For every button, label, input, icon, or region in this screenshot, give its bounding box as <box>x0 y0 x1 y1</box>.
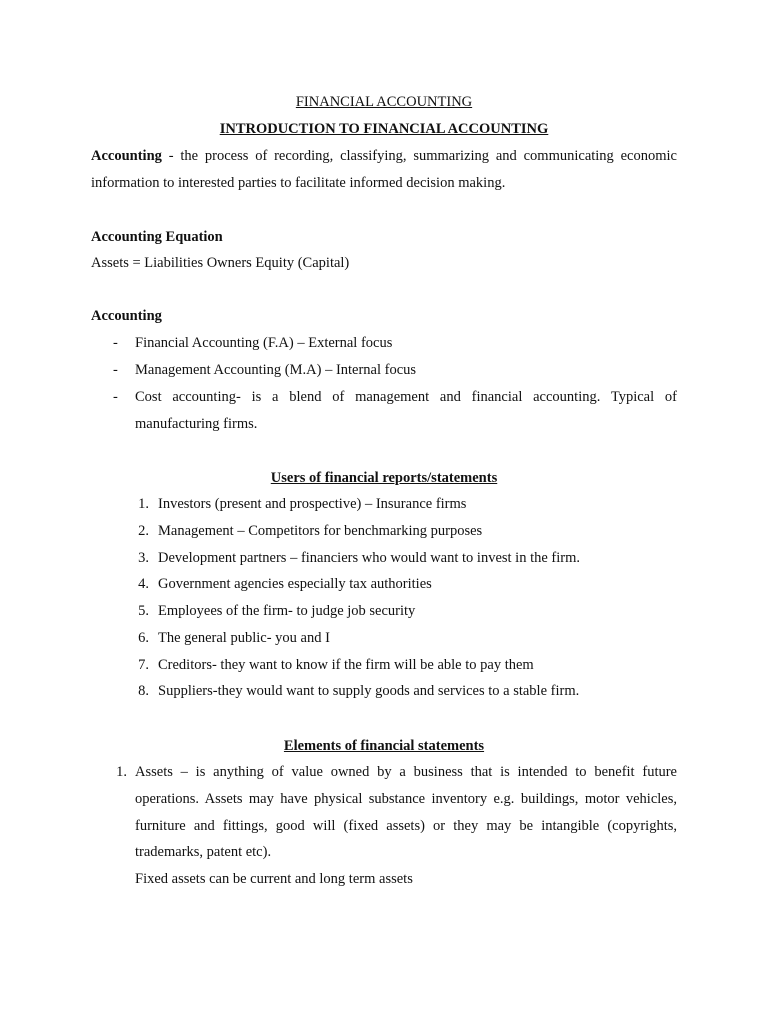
accounting-item: Cost accounting- is a blend of management and financial accounting. Typical of <box>135 389 677 405</box>
definition-text: - the process of recording, classifying, summarizing and communicating economic <box>161 148 677 164</box>
definition-line-1 <box>91 147 677 165</box>
list-item: Management – Competitors for benchmarking purposes <box>158 523 483 539</box>
document-title <box>0 93 768 111</box>
elements-note: Fixed assets can be current and long term assets <box>135 871 413 887</box>
list-number: 1. <box>138 496 149 512</box>
list-item: Employees of the firm- to judge job security <box>158 603 416 619</box>
elements-line: furniture and fittings, good will (fixed assets) or they may be intangible (copyrights, <box>135 818 677 834</box>
list-number: 8. <box>138 683 149 699</box>
dash-bullet: - <box>113 335 118 351</box>
accounting-item: Financial Accounting (F.A) – External focus <box>135 335 393 351</box>
list-item: Development partners – financiers who would want to invest in the firm. <box>158 550 581 566</box>
accounting-item-continuation: manufacturing firms. <box>135 416 258 432</box>
dash-bullet: - <box>113 362 118 378</box>
equation-text: Assets = Liabilities Owners Equity (Capital) <box>91 255 350 271</box>
accounting-item: Management Accounting (M.A) – Internal focus <box>135 362 417 378</box>
list-item: Investors (present and prospective) – Insurance firms <box>158 496 467 512</box>
list-number: 6. <box>138 630 149 646</box>
list-number: 4. <box>138 576 149 592</box>
document-subtitle-text: INTRODUCTION TO FINANCIAL ACCOUNTING <box>219 121 549 137</box>
dash-bullet: - <box>113 389 118 405</box>
users-heading-text: Users of financial reports/statements <box>270 470 498 486</box>
list-item: Suppliers-they would want to supply goods and services to a stable firm. <box>158 683 580 699</box>
elements-line: operations. Assets may have physical substance inventory e.g. buildings, motor vehicles, <box>135 791 677 807</box>
document-title-text: FINANCIAL ACCOUNTING <box>295 94 473 110</box>
definition-term: Accounting <box>91 148 162 164</box>
elements-heading-text: Elements of financial statements <box>283 738 485 754</box>
definition-line-2: information to interested parties to facilitate informed decision making. <box>91 175 506 191</box>
users-heading <box>0 469 768 487</box>
equation-heading: Accounting Equation <box>91 229 223 245</box>
elements-heading <box>0 737 768 755</box>
list-number: 1. <box>116 764 127 780</box>
list-number: 2. <box>138 523 149 539</box>
elements-line: trademarks, patent etc). <box>135 844 272 860</box>
list-number: 5. <box>138 603 149 619</box>
list-item: Government agencies especially tax authorities <box>158 576 432 592</box>
accounting-heading: Accounting <box>91 308 162 324</box>
list-item: Creditors- they want to know if the firm will be able to pay them <box>158 657 534 673</box>
elements-line: Assets – is anything of value owned by a business that is intended to benefit future <box>135 764 677 780</box>
document-subtitle <box>0 120 768 138</box>
list-number: 7. <box>138 657 149 673</box>
list-item: The general public- you and I <box>158 630 330 646</box>
list-number: 3. <box>138 550 149 566</box>
